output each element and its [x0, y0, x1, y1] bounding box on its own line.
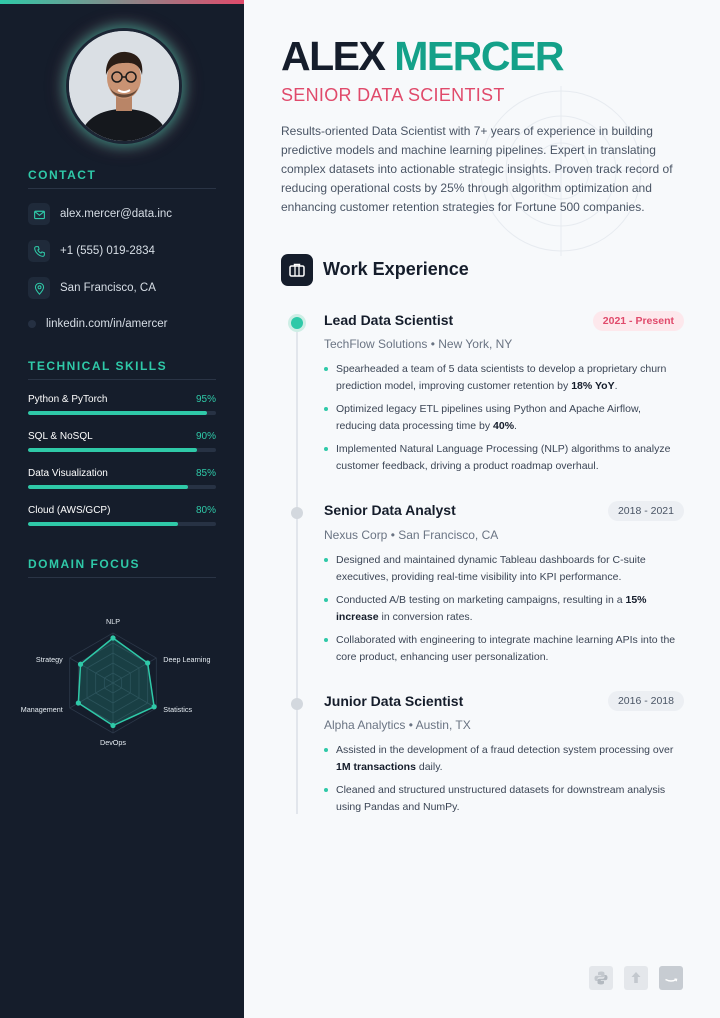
radar-data-point [110, 723, 115, 728]
skill-bar-fill [28, 448, 197, 452]
main-content [244, 0, 720, 1018]
sidebar [0, 4, 244, 1018]
job-bullets [324, 552, 684, 672]
skill-bar [28, 485, 216, 489]
contact-heading: CONTACT [28, 168, 216, 189]
first-name: ALEX [281, 33, 385, 79]
job-title: Lead Data Scientist [324, 312, 454, 328]
avatar [66, 28, 182, 144]
skill-item [28, 394, 216, 415]
bullet-highlight: 18% YoY [571, 379, 615, 392]
job-bullet: Cleaned and structured unstructured datasets for downstream analysis using Pandas and NumPy. [324, 782, 684, 815]
skill-name: Data Visualization [28, 468, 108, 479]
job-bullet: Optimized legacy ETL pipelines using Python and Apache Airflow, reducing data processing time by 40%. [324, 401, 684, 434]
footer-tech-icons [589, 966, 683, 990]
skill-name: Python & PyTorch [28, 394, 108, 405]
dot-icon [28, 320, 36, 328]
bullet-highlight: 15% increase [336, 594, 647, 623]
radar-axis-label: DevOps [100, 738, 126, 747]
python-logo-icon [589, 966, 613, 990]
skills-heading: TECHNICAL SKILLS [28, 359, 216, 380]
job-date-badge: 2018 - 2021 [608, 501, 684, 521]
job-date-badge: 2016 - 2018 [608, 691, 684, 711]
bullet-highlight: 40% [493, 419, 515, 432]
job-bullet: Spearheaded a team of 5 data scientists to develop a proprietary churn prediction model, improving customer retention by 18% YoY. [324, 361, 684, 394]
radar-axis-label: Management [20, 705, 63, 714]
radar-axis-label: Statistics [163, 705, 193, 714]
radar-data-point [76, 700, 81, 705]
contact-linkedin-text: linkedin.com/in/amercer [46, 318, 168, 330]
briefcase-icon [281, 254, 313, 286]
location-pin-icon [28, 277, 50, 299]
job-role-title: SENIOR DATA SCIENTIST [281, 85, 505, 105]
skill-level: 90% [195, 431, 216, 442]
skill-name: Cloud (AWS/GCP) [28, 505, 111, 516]
radar-data-point [152, 704, 157, 709]
skill-bar [28, 448, 216, 452]
contact-phone-text: +1 (555) 019-2834 [60, 245, 155, 257]
radar-series-area [78, 638, 154, 726]
contact-email[interactable] [28, 203, 172, 225]
contact-phone[interactable] [28, 240, 155, 262]
job-bullet: Collaborated with engineering to integrate machine learning APIs into the core product, enhancing user personalization. [324, 632, 684, 665]
work-experience-heading: Work Experience [323, 259, 469, 279]
contact-email-text: alex.mercer@data.inc [60, 208, 173, 220]
last-name: MERCER [394, 33, 563, 79]
phone-icon [28, 240, 50, 262]
job-company: TechFlow Solutions • New York, NY [324, 337, 513, 351]
radar-data-point [145, 660, 150, 665]
job-title: Senior Data Analyst [324, 502, 456, 518]
timeline-dot-current [291, 317, 303, 329]
job-bullets [324, 361, 684, 481]
skill-item [28, 431, 216, 452]
job-title: Junior Data Scientist [324, 693, 464, 709]
skill-level: 95% [195, 394, 216, 405]
timeline-dot [291, 698, 303, 710]
job-company: Alpha Analytics • Austin, TX [324, 718, 471, 732]
timeline-dot [291, 507, 303, 519]
job-company: Nexus Corp • San Francisco, CA [324, 528, 499, 542]
job-bullet: Implemented Natural Language Processing (NLP) algorithms to analyze customer feedback, driving a product roadmap overhaul. [324, 441, 684, 474]
timeline-line [296, 322, 298, 814]
upload-arrow-icon [624, 966, 648, 990]
skill-bar-fill [28, 522, 178, 526]
skill-bar [28, 411, 216, 415]
job-bullet: Conducted A/B testing on marketing campaigns, resulting in a 15% increase in conversion rates. [324, 592, 684, 625]
contact-location-text: San Francisco, CA [60, 282, 156, 294]
candidate-name [281, 33, 563, 79]
skill-level: 85% [195, 468, 216, 479]
job-bullet: Assisted in the development of a fraud detection system processing over 1M transactions daily. [324, 742, 684, 775]
job-date-badge: 2021 - Present [593, 311, 684, 331]
skill-item [28, 505, 216, 526]
job-bullets [324, 742, 684, 822]
skill-level: 80% [195, 505, 216, 516]
domain-focus-radar-chart [0, 610, 244, 760]
contact-linkedin[interactable] [28, 318, 167, 330]
profile-summary: Results-oriented Data Scientist with 7+ years of experience in building predictive models and machine learning pipelines. Expert in translating complex datasets into actionable strategic insights. Proven track record of reducing operational costs by 25% through algorithm optimization and enhancing customer retention strategies for Fortune 500 companies. [281, 124, 673, 214]
radar-axis-label: Strategy [35, 655, 63, 664]
job-bullet: Designed and maintained dynamic Tableau dashboards for C-suite executives, providing real-time visibility into KPI performance. [324, 552, 684, 585]
skill-name: SQL & NoSQL [28, 431, 93, 442]
skill-bar-fill [28, 411, 207, 415]
mail-icon [28, 203, 50, 225]
skill-item [28, 468, 216, 489]
skill-bar [28, 522, 216, 526]
amazon-logo-icon [659, 966, 683, 990]
radar-data-point [110, 635, 115, 640]
radar-axis-label: Deep Learning [163, 655, 211, 664]
skill-bar-fill [28, 485, 188, 489]
domain-focus-heading: DOMAIN FOCUS [28, 557, 216, 578]
radar-axis-label: NLP [106, 617, 120, 626]
contact-location [28, 277, 156, 299]
radar-data-point [78, 662, 83, 667]
bullet-highlight: 1M transactions [336, 760, 416, 773]
